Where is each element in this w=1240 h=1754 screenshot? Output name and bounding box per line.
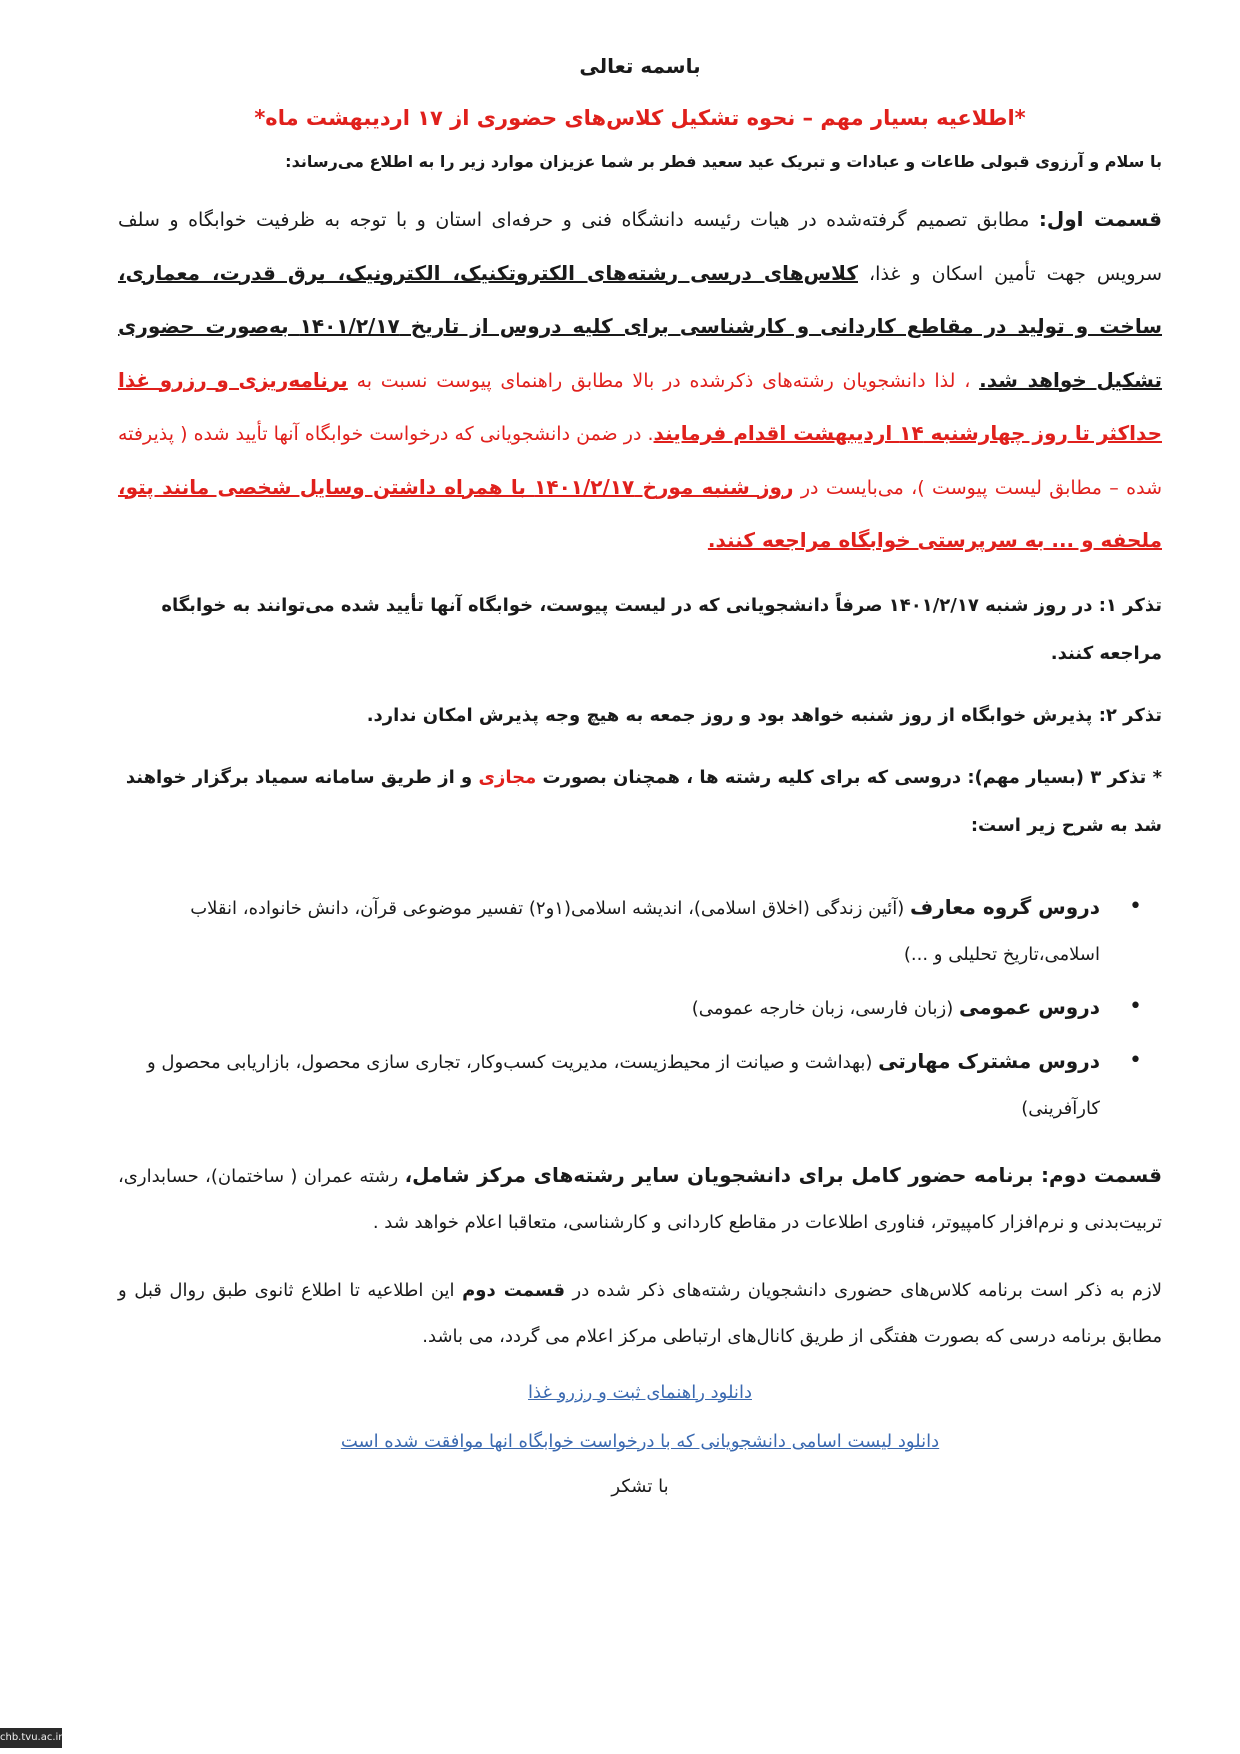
note-one: تذکر ۱: در روز شنبه ۱۴۰۱/۲/۱۷ صرفاً دانشجویانی که در لیست پیوست، خوابگاه آنها تأیید شده می‌توانند به خوابگاه مراجعه کنند. (161, 594, 1162, 664)
announcement-document (118, 40, 1162, 1497)
bismillah-heading: باسمه تعالی (579, 54, 701, 78)
note-three-virtual: مجازی (478, 766, 537, 788)
section-one-label: قسمت اول: (1038, 207, 1162, 231)
dormitory-text: . در ضمن دانشجویانی که درخواست خوابگاه آنها تأیید شده ( پذیرفته شده – مطابق لیست پیوست )، می‌بایست در (118, 423, 1163, 499)
course-group-desc: (زبان فارسی، زبان خارجه عمومی) (691, 997, 959, 1019)
course-group-title: دروس گروه معارف (910, 894, 1100, 919)
note-two: تذکر ۲: پذیرش خوابگاه از روز شنبه خواهد بود و روز جمعه به هیچ وجه پذیرش امکان ندارد. (366, 704, 1162, 726)
virtual-courses-list (118, 884, 1162, 1132)
note-three-part2: و از طریق سامانه سمیاد برگزار خواهند شد به شرح زیر است: (125, 766, 1162, 836)
section-two-paragraph (118, 1152, 1162, 1246)
list-item (118, 884, 1162, 978)
list-item (118, 984, 1162, 1032)
dormitory-date-instruction: روز شنبه مورخ ۱۴۰۱/۲/۱۷ با همراه داشتن وسایل شخصی مانند پتو، ملحفه و ... به سرپرستی خوابگاه مراجعه کنند. (118, 474, 1162, 552)
bullet-icon: • (1129, 893, 1142, 919)
section-one-text: مطابق تصمیم گرفته‌شده در هیات رئیسه دانشگاه فنی و حرفه‌ای استان و با توجه به ظرفیت خوابگاه و سلف سرویس جهت تأمین اسکان و غذا، (118, 209, 1162, 285)
closing-thanks: با تشکر (611, 1475, 669, 1497)
final-note-part1: لازم به ذکر است برنامه کلاس‌های حضوری دانشجویان رشته‌های ذکر شده در (565, 1279, 1162, 1301)
final-note-part2: این اطلاعیه تا اطلاع ثانوی طبق روال قبل و مطابق برنامه درسی که بصورت هفتگی از طریق کانال‌های ارتباطی مرکز اعلام می گردد، می باشد. (118, 1279, 1162, 1347)
section-one-bold-courses: کلاس‌های درسی رشته‌های الکتروتکنیک، الکترونیک، برق قدرت، معماری، ساخت و تولید در مقاطع کاردانی و کارشناسی برای کلیه دروس از تاریخ ۱۴۰۱/۲/۱۷ به‌صورت حضوری تشکیل خواهد شد. (118, 260, 1163, 392)
section-two-label: قسمت دوم: برنامه حضور کامل برای دانشجویان سایر رشته‌های مرکز شامل، (404, 1162, 1162, 1187)
section-two-text: رشته عمران ( ساختمان)، حسابداری، تربیت‌بدنی و نرم‌افزار کامپیوتر، فناوری اطلاعات در مقاطع کاردانی و کارشناسی، متعاقبا اعلام خواهد شد . (118, 1165, 1162, 1233)
announcement-title: *اطلاعیه بسیار مهم – نحوه تشکیل کلاس‌های حضوری از ۱۷ اردیبهشت ماه* (254, 106, 1026, 130)
course-group-desc: (آئین زندگی (اخلاق اسلامی)، اندیشه اسلامی(۱و۲) تفسیر موضوعی قرآن، دانش خانواده، انقلاب اسلامی،تاریخ تحلیلی و ...) (190, 897, 1100, 965)
greeting-line: با سلام و آرزوی قبولی طاعات و عبادات و تبریک عید سعید فطر بر شما عزیزان موارد زیر را به اطلاع می‌رساند: (285, 152, 1162, 171)
final-note-bold: قسمت دوم (462, 1279, 565, 1301)
list-item (118, 1038, 1162, 1132)
download-food-guide-link[interactable]: دانلود راهنمای ثبت و رزرو غذا (528, 1381, 752, 1403)
note-three-part1: * تذکر ۳ (بسیار مهم): دروسی که برای کلیه رشته ها ، همچنان بصورت (536, 766, 1162, 788)
bullet-icon: • (1129, 993, 1142, 1019)
course-group-title: دروس عمومی (959, 994, 1100, 1019)
download-dormitory-list-link[interactable]: دانلود لیست اسامی دانشجویانی که با درخواست خوابگاه انها موافقت شده است (340, 1430, 940, 1452)
bullet-icon: • (1129, 1047, 1142, 1073)
course-group-desc: (بهداشت و صیانت از محیط‌زیست، مدیریت کسب‌وکار، تجاری سازی محصول، بازاریابی محصول و کارآفرینی) (146, 1051, 1100, 1119)
section-one-red-text: ، لذا دانشجویان رشته‌های ذکرشده در بالا مطابق راهنمای پیوست نسبت به (347, 369, 980, 392)
course-group-title: دروس مشترک مهارتی (878, 1048, 1100, 1073)
note-three (118, 754, 1162, 850)
site-watermark: chb.tvu.ac.ir (0, 1728, 62, 1748)
section-one-paragraph (118, 193, 1162, 568)
food-reservation-deadline: برنامه‌ریزی و رزرو غذا حداکثر تا روز چهارشنبه ۱۴ اردیبهشت اقدام فرمایند (118, 367, 1162, 445)
final-note (118, 1268, 1162, 1360)
